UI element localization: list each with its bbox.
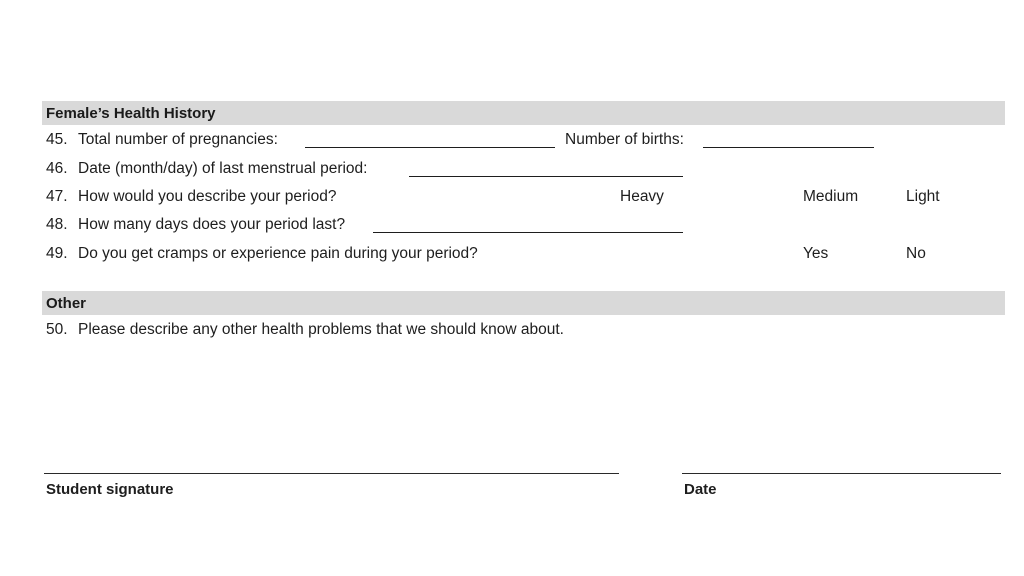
student-signature-line[interactable]	[44, 473, 619, 474]
question-label: Do you get cramps or experience pain during your period?	[78, 245, 478, 262]
section-title: Female’s Health History	[46, 105, 216, 122]
question-label: Date (month/day) of last menstrual period:	[78, 160, 368, 177]
student-signature-label: Student signature	[46, 481, 174, 498]
pregnancies-input[interactable]	[305, 147, 555, 148]
option-no[interactable]: No	[906, 245, 926, 262]
section-title: Other	[46, 295, 87, 312]
question-label: Please describe any other health problems that we should know about.	[78, 321, 564, 338]
question-number: 49.	[46, 245, 68, 262]
question-number: 45.	[46, 131, 68, 148]
period-length-input[interactable]	[373, 232, 683, 233]
date-label: Date	[684, 481, 717, 498]
question-number: 46.	[46, 160, 68, 177]
question-number: 48.	[46, 216, 68, 233]
question-label: How would you describe your period?	[78, 188, 337, 205]
last-period-date-input[interactable]	[409, 176, 683, 177]
other-health-problems-area[interactable]	[46, 344, 1005, 464]
births-label: Number of births:	[565, 131, 684, 148]
question-number: 50.	[46, 321, 68, 338]
question-label: Total number of pregnancies:	[78, 131, 278, 148]
option-yes[interactable]: Yes	[803, 245, 829, 262]
question-label: How many days does your period last?	[78, 216, 346, 233]
date-line[interactable]	[682, 473, 1001, 474]
section-header-other	[42, 291, 1005, 315]
section-header-female-health	[42, 101, 1005, 125]
option-medium[interactable]: Medium	[803, 188, 859, 205]
question-number: 47.	[46, 188, 68, 205]
option-light[interactable]: Light	[906, 188, 940, 205]
option-heavy[interactable]: Heavy	[620, 188, 664, 205]
births-input[interactable]	[703, 147, 874, 148]
